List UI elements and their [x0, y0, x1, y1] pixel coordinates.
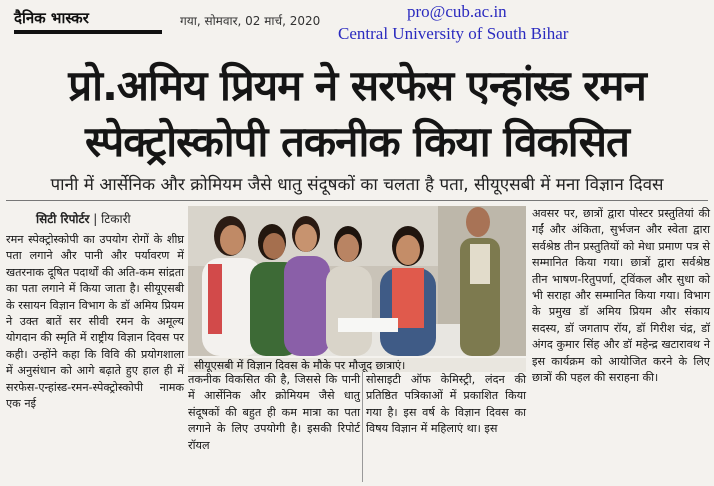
- photo-caption: सीयूएसबी में विज्ञान दिवस के मौके पर मौजूद छात्राएं।: [188, 358, 526, 372]
- newspaper-logo: दैनिक भास्कर: [14, 9, 89, 27]
- dateline: गया, सोमवार, 02 मार्च, 2020: [180, 14, 321, 28]
- logo-underline: [14, 30, 162, 34]
- article-column-4: अवसर पर, छात्रों द्वारा पोस्टर प्रस्तुतियां की गईं और अंकिता, सुर्भजन और स्वेता द्वारा सर्वश्रेष्ठ तीन प्रस्तुतियों को मेधा प्रमाण पत्र से सम्मानित किया गया। छात्रों द्वारा सर्वश्रेष्ठ तीन भाषण-रितुपर्णा, ट्विंकल और सुधा को भी सराहा और सम्मानित किया गया। विभाग के प्रमुख डॉ अमिय प्रियम और संकाय सदस्य, डॉ जगताप रॉय, डॉ गिरीश चंद्र, डॉ अंगद कुमार सिंह और डॉ महेन्द्र खटारावथ ने इस कार्यक्रम को आयोजित करने के लिए छात्रों की पहल की सराहना की।: [532, 207, 710, 385]
- byline: [36, 210, 131, 227]
- article-column-1: रमन स्पेक्ट्रोस्कोपी का उपयोग रोगों के शीघ्र पता लगाने और पानी और पर्यावरण में खतरनाक दूषित पदार्थों की अति-कम सांद्रता का पता लगाने में किया जाता है। सीयूएसबी के रसायन विज्ञान विभाग के डॉ अमिय प्रियम ने उक्त बातें सर सीवी रमन के अमूल्य योगदान की स्मृति में राष्ट्रीय विज्ञान दिवस पर कही। उन्होंने कहा कि विवि की प्रयोगशाला में अनुसंधान को आगे बढ़ाते हुए हाल ही में सरफेस-एन्हांस्ड-रमन-स्पेक्ट्रोस्कोपी नामक एक नई: [6, 233, 184, 411]
- university-name: Central University of South Bihar: [338, 24, 569, 43]
- event-photo: [188, 206, 526, 356]
- students-photo-illustration: [188, 206, 526, 356]
- headline-line-2: स्पेक्ट्रोस्कोपी तकनीक किया विकसित: [85, 117, 629, 166]
- article-column-2: तकनीक विकसित की है, जिससे कि पानी में आर्सेनिक और क्रोमियम जैसे धातु संदूषकों की बहुत ही कम मात्रा का पता लगाने के लिए उपयोगी है। इसकी रिपोर्ट रॉयल: [188, 373, 360, 452]
- contact-email: pro@cub.ac.in: [407, 2, 507, 21]
- article-column-3: सोसाइटी ऑफ केमिस्ट्री, लंदन की प्रतिष्ठित पत्रिकाओं में प्रकाशित किया गया है। इस वर्ष के विज्ञान दिवस का विषय विज्ञान में महिलाएं था। इस: [366, 373, 526, 436]
- headline-line-1: प्रो.अमिय प्रियम ने सरफेस एन्हांस्ड रमन: [68, 61, 646, 110]
- column-divider: [362, 372, 363, 482]
- byline-separator: |: [93, 212, 102, 226]
- byline-reporter: सिटी रिपोर्टर: [36, 212, 90, 226]
- subheadline: पानी में आर्सेनिक और क्रोमियम जैसे धातु संदूषकों का चलता है पता, सीयूएसबी में मना विज्ञान दिवस: [50, 175, 664, 195]
- header-divider: [6, 200, 708, 201]
- byline-location: टिकारी: [101, 212, 131, 226]
